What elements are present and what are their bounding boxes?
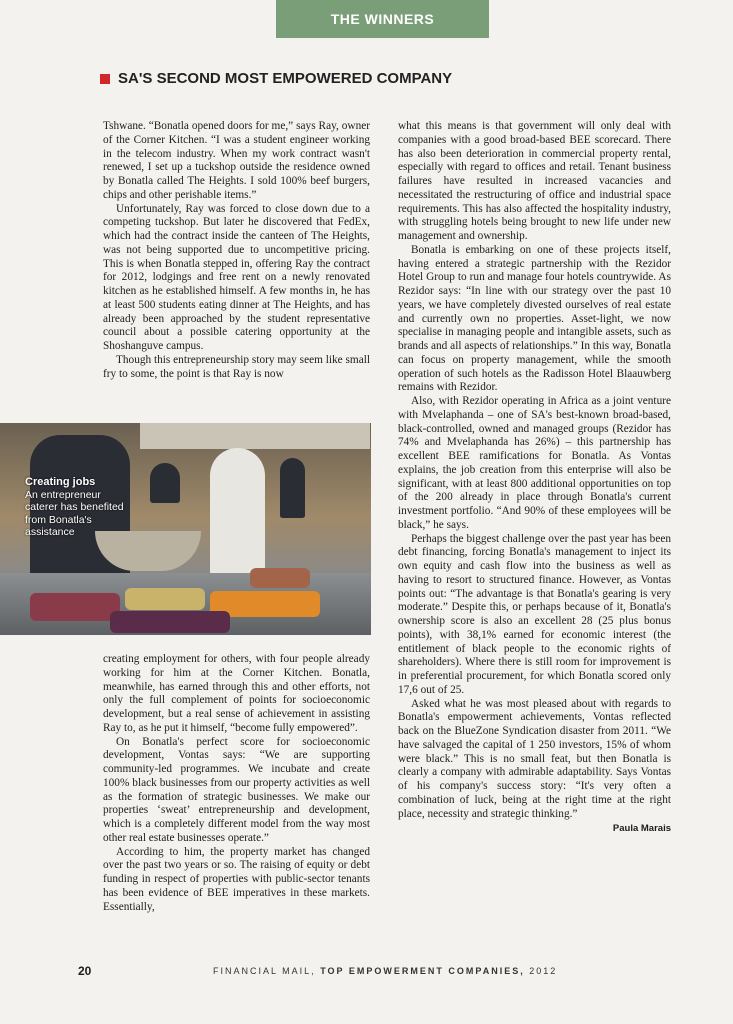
paragraph: Unfortunately, Ray was forced to close down due to a competing tuckshop. But later he discovered that FedEx, which had the contract inside the canteen of The Heights, was not being supported due to uncompetitive pricing. This is when Bonatla stepped in, offering Ray the contract for 2012, lodgings and free rent on a newly renovated kitchen as he established himself. A few months in, he has at least 500 students eating dinner at The Heights, and has already been approached by the student representative council about a possible catering opportunity at the Shoshanguve campus. bbox=[103, 202, 370, 352]
page-number: 20 bbox=[78, 964, 92, 978]
paragraph: Though this entrepreneurship story may seem like small fry to some, the point is that Ray is now bbox=[103, 353, 370, 380]
pub-year: 2012 bbox=[529, 966, 558, 976]
column-left-top bbox=[103, 120, 370, 381]
paragraph: Also, with Rezidor operating in Africa as a joint venture with Mvelaphanda – one of SA's best-known broad-based, black-controlled, owned and managed groups (Rezidor has 74% and Mvelaphanda has 26%) – this partnership has excellent BEE ramifications for Bonatla. As Vontas explains, the job creation from this enterprise will also be significant, with at least 800 additional opportunities on top of the 200 already in place through Bonatla's current investment portfolio. “And 90% of these employees will be black,” he says. bbox=[398, 395, 671, 531]
paragraph: creating employment for others, with four people already working for him at the Corner Kitchen. Bonatla, meanwhile, has earned through this and other efforts, not only the full complement of points for socioeconomic development, but a real sense of achievement in assisting Ray to, as he put it himself, “become fully empowered”. bbox=[103, 653, 370, 734]
caption-title: Creating jobs bbox=[25, 476, 96, 488]
caption-text: An entrepreneur caterer has benefited from Bonatla's assistance bbox=[25, 488, 124, 538]
paragraph: On Bonatla's perfect score for socioeconomic development, Vontas says: “We are supporting community-led programmes. We incubate and create 100% black businesses from our property activities as well as the formation of strategic businesses. We make our properties ‘sweat’ entrepreneurship and development, which is a completely different model from the way most other real estate businesses operate.” bbox=[103, 735, 370, 844]
paragraph: Perhaps the biggest challenge over the past year has been debt financing, forcing Bonatla's management to inject its own equity and cash flow into the business as well as having to resort to structured finance. However, as Vontas points out: “The advantage is that Bonatla's gearing is very moderate.” Despite this, or perhaps because of it, Bonatla's ownership score is also an excellent 28 (25 plus bonus points), with 38,1% earned for economic interest (the entitlement of black people to the economic rights of shareholders). Where there is still room for improvement is in preferential procurement, for which Bonatla scored only 17,6 out of 25. bbox=[398, 532, 671, 696]
publication-line bbox=[213, 966, 557, 976]
pub-title: TOP EMPOWERMENT COMPANIES, bbox=[320, 966, 525, 976]
headline-text: SA'S SECOND MOST EMPOWERED COMPANY bbox=[118, 70, 453, 87]
pub-name: FINANCIAL MAIL, bbox=[213, 966, 316, 976]
red-square-icon bbox=[100, 74, 110, 84]
headline bbox=[100, 70, 700, 87]
paragraph: Asked what he was most pleased about with regards to Bonatla's empowerment achievements, Vontas reflected back on the BlueZone Syndication disaster from 2011. “We have salvaged the capital of 1 250 investors, 15% of whom were black.” This is no small feat, but then Bonatla is clearly a company with admirable adaptability. Says Vontas of his company's success story: “It's very often a combination of luck, being at the right time at the right place, necessity and strategic thinking.” bbox=[398, 697, 671, 820]
paragraph: Tshwane. “Bonatla opened doors for me,” says Ray, owner of the Corner Kitchen. “I was a student engineer working in the telecom industry. When my work contract wasn't renewed, I set up a tuckshop outside the residence owned by Bonatla called The Heights. I sold 100% beef burgers, chips and other perishable items.” bbox=[103, 120, 370, 201]
paragraph: Bonatla is embarking on one of these projects itself, having entered a strategic partnership with the Rezidor Hotel Group to run and manage four hotels countrywide. As Rezidor says: “In line with our strategy over the past 10 years, we have completely divested ourselves of real estate and currently own no properties. Asset-light, we now specialise in managing people and intangible assets, such as brands and all aspects of relationships.” In this way, Bonatla can focus on property management, while the smooth operation of such hotels as the Radisson Hotel Blaauwberg remains with Rezidor. bbox=[398, 243, 671, 394]
byline: Paula Marais bbox=[612, 823, 671, 835]
column-left-bottom bbox=[103, 653, 370, 914]
paragraph: According to him, the property market has changed over the past two years or so. The raising of equity or debt funding in respect of properties with public-sector tenants has been evidence of BEE imperatives in these markets. Essentially, bbox=[103, 845, 370, 913]
page-footer bbox=[0, 964, 733, 980]
column-right bbox=[398, 120, 671, 836]
paragraph: what this means is that government will only deal with companies with a good broad-based BEE scorecard. There has also been deterioration in commercial property rental, especially with regard to offices and retail. Tenant business failures have resulted in increased vacancies and necessitated the restructuring of office and industrial space requirements. This has also affected the hospitality industry, with struggling hotels being brought to new life under new management and ownership. bbox=[398, 120, 671, 242]
photo-caption bbox=[25, 476, 125, 539]
section-tab: THE WINNERS bbox=[276, 0, 489, 38]
